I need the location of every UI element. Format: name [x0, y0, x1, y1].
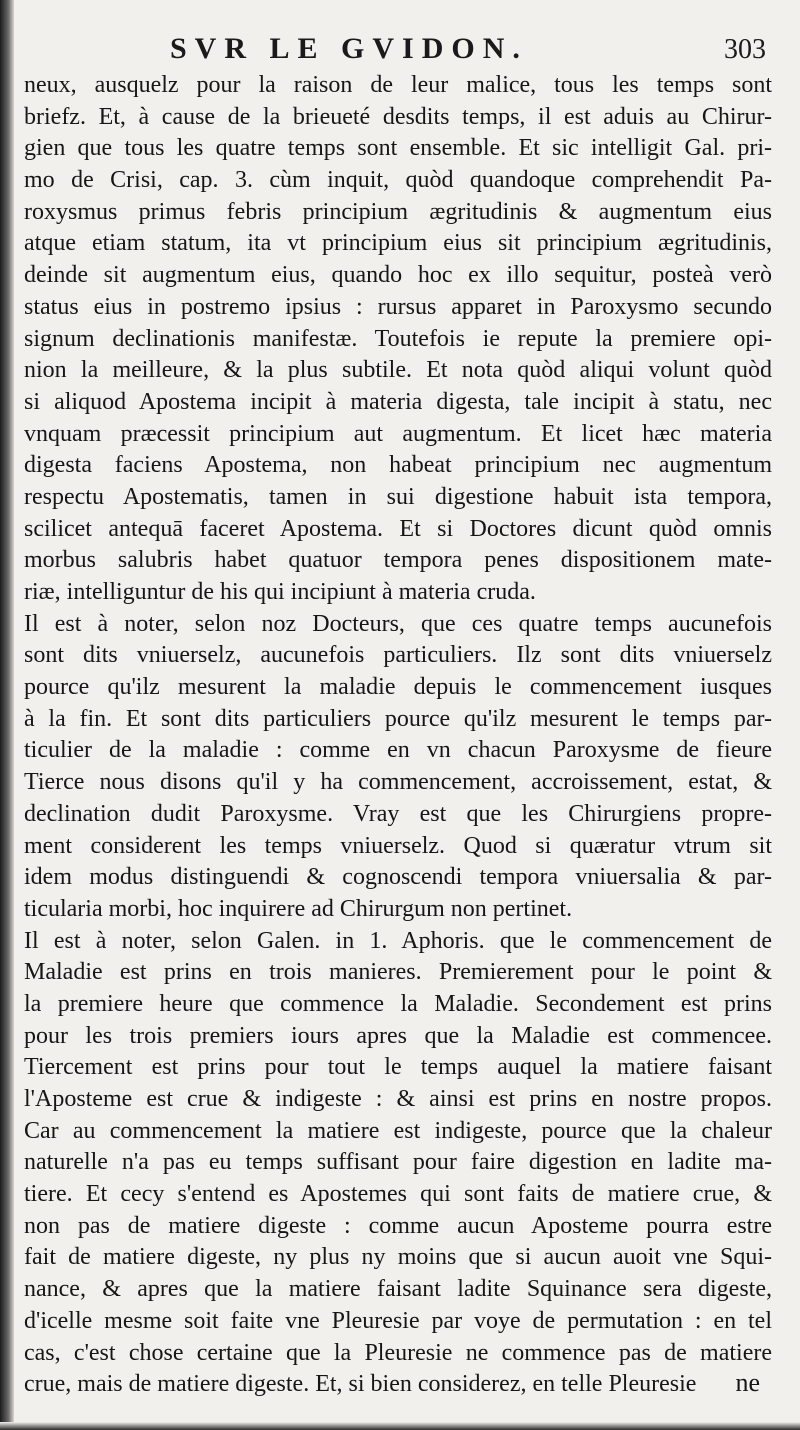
- page-number: 303: [724, 34, 766, 65]
- text-line: status eius in postremo ipsius : rursus apparet in Paroxysmo secundo: [24, 293, 772, 320]
- text-line: respectu Apostematis, tamen in sui digestione habuit ista tempora,: [24, 483, 772, 510]
- text-line: ticulier de la maladie : comme en vn chacun Paroxysme de fieure: [24, 737, 772, 764]
- text-line: Il est à noter, selon Galen. in 1. Aphoris. que le commencement de: [24, 927, 772, 954]
- page-header: [0, 30, 800, 70]
- text-line: signum declinationis manifestæ. Toutefois ie repute la premiere opi-: [24, 325, 772, 352]
- text-line: l'Aposteme est crue & indigeste : & ainsi est prins en nostre propos.: [24, 1086, 772, 1112]
- text-line: morbus salubris habet quatuor tempora penes dispositionem mate-: [24, 547, 772, 574]
- text-line: Il est à noter, selon noz Docteurs, que ces quatre temps aucunefois: [24, 610, 772, 637]
- text-line: idem modus distinguendi & cognoscendi tempora vniuersalia & par-: [24, 864, 772, 891]
- text-line: crue, mais de matiere digeste. Et, si bien considerez, en telle Pleuresie: [24, 1371, 697, 1398]
- text-line: mo de Crisi, cap. 3. cùm inquit, quòd quandoque comprehendit Pa-: [24, 167, 772, 194]
- text-line: naturelle n'a pas eu temps suffisant pour faire digestion en ladite ma-: [24, 1149, 772, 1176]
- page-gutter-shadow: [0, 0, 14, 1430]
- text-line: la premiere heure que commence la Maladie. Secondement est prins: [24, 990, 772, 1017]
- text-line: sont dits vniuerselz, aucunefois particuliers. Ilz sont dits vniuerselz: [24, 642, 772, 669]
- text-line: atque etiam statum, ita vt principium eius sit principium ægritudinis,: [24, 230, 772, 257]
- text-line: declination dudit Paroxysme. Vray est que les Chirurgiens propre-: [24, 800, 772, 827]
- text-line: non pas de matiere digeste : comme aucun Aposteme pourra estre: [24, 1212, 772, 1239]
- text-line: si aliquod Apostema incipit à materia digesta, tale incipit à statu, nec: [24, 388, 772, 415]
- text-line: pource qu'ilz mesurent la maladie depuis le commencement iusques: [24, 674, 772, 701]
- text-line: d'icelle mesme soit faite vne Pleuresie par voye de permutation : en tel: [24, 1307, 772, 1334]
- text-line: Tiercement est prins pour tout le temps auquel la matiere faisant: [24, 1054, 772, 1081]
- text-line: Car au commencement la matiere est indigeste, pource que la chaleur: [24, 1117, 772, 1144]
- catchword: ne: [735, 1368, 760, 1397]
- text-line: à la fin. Et sont dits particuliers pource qu'ilz mesurent le temps par-: [24, 705, 772, 732]
- running-head: SVR LE GVIDON.: [170, 32, 528, 65]
- text-line: neux, ausquelz pour la raison de leur malice, tous les temps sont: [24, 72, 772, 98]
- text-line: vnquam præcessit principium aut augmentum. Et licet hæc materia: [24, 420, 772, 447]
- text-line: scilicet antequā faceret Apostema. Et si Doctores dicunt quòd omnis: [24, 515, 772, 542]
- text-line: ticularia morbi, hoc inquirere ad Chirurgum non pertinet.: [24, 895, 573, 922]
- text-line: roxysmus primus febris principium ægritudinis & augmentum eius: [24, 198, 772, 225]
- text-line: Tierce nous disons qu'il y ha commencement, accroissement, estat, &: [24, 769, 772, 796]
- text-line: nion la meilleure, & la plus subtile. Et nota quòd aliqui volunt quòd: [24, 357, 772, 384]
- text-line: riæ, intelliguntur de his qui incipiunt à materia cruda.: [24, 579, 536, 605]
- text-line: gien que tous les quatre temps sont ensemble. Et sic intelligit Gal. pri-: [24, 135, 772, 162]
- text-line: briefz. Et, à cause de la brieueté desdits temps, il est aduis au Chirur-: [24, 103, 772, 130]
- text-line: Maladie est prins en trois manieres. Premierement pour le point &: [24, 959, 772, 986]
- text-line: ment considerent les temps vniuerselz. Quod si quæratur vtrum sit: [24, 832, 772, 859]
- text-line: pour les trois premiers iours apres que la Maladie est commencee.: [24, 1022, 772, 1049]
- text-line: fait de matiere digeste, ny plus ny moins que si aucun auoit vne Squi-: [24, 1244, 772, 1271]
- text-line: tiere. Et cecy s'entend es Apostemes qui sont faits de matiere crue, &: [24, 1181, 772, 1208]
- text-line: deinde sit augmentum eius, quando hoc ex illo sequitur, posteà verò: [24, 262, 772, 289]
- text-line: nance, & apres que la matiere faisant ladite Squinance sera digeste,: [24, 1276, 772, 1303]
- text-line: cas, c'est chose certaine que la Pleuresie ne commence pas de matiere: [24, 1339, 772, 1366]
- text-line: digesta faciens Apostema, non habeat principium nec augmentum: [24, 452, 772, 479]
- body-text: [24, 70, 772, 1401]
- page-bottom-shadow: [0, 1422, 800, 1430]
